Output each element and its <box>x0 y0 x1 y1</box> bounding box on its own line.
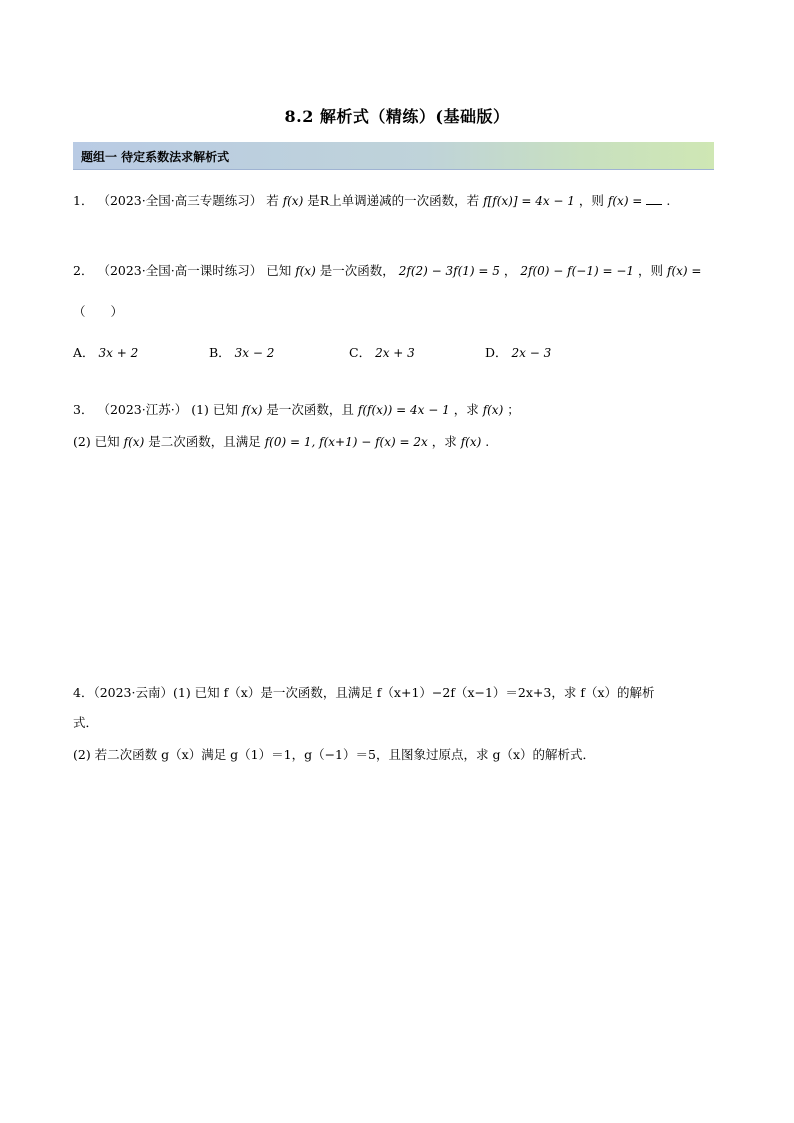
question-4-line-2: 式． <box>73 715 99 730</box>
option-label: C． <box>349 345 372 360</box>
math-expression: f(x) = <box>667 264 702 278</box>
option-label: B． <box>209 345 231 360</box>
section-header-band <box>73 142 714 170</box>
option-a[interactable] <box>73 343 138 361</box>
math-expression: f(x) <box>482 403 504 417</box>
math-expression: f(x) <box>282 194 304 208</box>
math-expression: f(x) = <box>607 194 643 208</box>
question-text: . <box>485 434 490 449</box>
math-expression: f(0) = 1, f(x+1) − f(x) = 2x <box>264 435 428 449</box>
option-expression: 3x − 2 <box>234 346 275 360</box>
question-number: 4． <box>73 685 94 700</box>
question-text: ，求 <box>453 402 479 417</box>
question-source: （2023·江苏·） <box>97 402 188 417</box>
math-expression: f(f(x)) = 4x − 1 <box>357 403 450 417</box>
math-expression: f(x) <box>460 435 482 449</box>
option-row <box>73 343 713 359</box>
option-label: D． <box>485 345 508 360</box>
question-text: ， <box>503 263 517 278</box>
question-4-line-3: (2) 若二次函数 g（x）满足 g（1）＝1，g（−1）＝5，且图象过原点，求 g（x）的解析式． <box>73 747 595 762</box>
math-expression: f(x) <box>241 403 263 417</box>
question-2 <box>73 265 701 278</box>
question-text: （2023·云南）(1) 已知 f（x）是一次函数，且满足 f（x+1）−2f（x−1）＝2x+3，求 f（x）的解析 <box>93 685 655 700</box>
question-text: ，则 <box>638 263 664 278</box>
option-d[interactable] <box>485 343 551 361</box>
question-text: (1) 已知 <box>191 402 238 417</box>
option-expression: 2x + 3 <box>375 346 415 360</box>
math-expression: f(x) <box>123 435 145 449</box>
question-text: ； <box>507 402 520 417</box>
question-number: 3． <box>73 402 94 417</box>
document-title: 8.2 解析式（精练）(基础版） <box>284 107 510 126</box>
question-text: ，求 <box>431 434 457 449</box>
answer-blank <box>646 194 662 205</box>
question-4-line-1 <box>73 687 655 700</box>
option-expression: 3x + 2 <box>98 346 139 360</box>
question-number: 2． <box>73 263 94 278</box>
option-b[interactable] <box>209 343 274 361</box>
math-expression: f[f(x)] = 4x − 1 <box>483 194 575 208</box>
math-expression: f(x) <box>295 264 316 278</box>
question-3-part-1 <box>73 404 520 417</box>
question-3-part-2 <box>73 436 489 449</box>
question-1 <box>73 194 670 208</box>
question-source: （2023·全国·高一课时练习） <box>97 263 263 278</box>
math-expression: 2f(2) − 3f(1) = 5 <box>398 264 500 278</box>
question-text: 是二次函数，且满足 <box>148 434 261 449</box>
option-label: A． <box>73 345 95 360</box>
question-text: (2) 已知 <box>73 434 120 449</box>
option-expression: 2x − 3 <box>511 346 552 360</box>
question-text: 若 <box>266 193 279 208</box>
math-expression: 2f(0) − f(−1) = −1 <box>520 264 635 278</box>
question-text: 已知 <box>266 263 292 278</box>
option-c[interactable] <box>349 343 415 361</box>
question-number: 1． <box>73 193 94 208</box>
question-text: 是一次函数， <box>319 263 395 278</box>
section-header-label: 题组一 待定系数法求解析式 <box>81 150 230 164</box>
question-text: ，则 <box>578 193 604 208</box>
question-text: . <box>666 193 671 208</box>
answer-parentheses: （ ） <box>73 304 124 319</box>
question-text: 是一次函数，且 <box>266 402 354 417</box>
question-text: 是R上单调递减的一次函数，若 <box>307 193 480 208</box>
question-source: （2023·全国·高三专题练习） <box>97 193 263 208</box>
